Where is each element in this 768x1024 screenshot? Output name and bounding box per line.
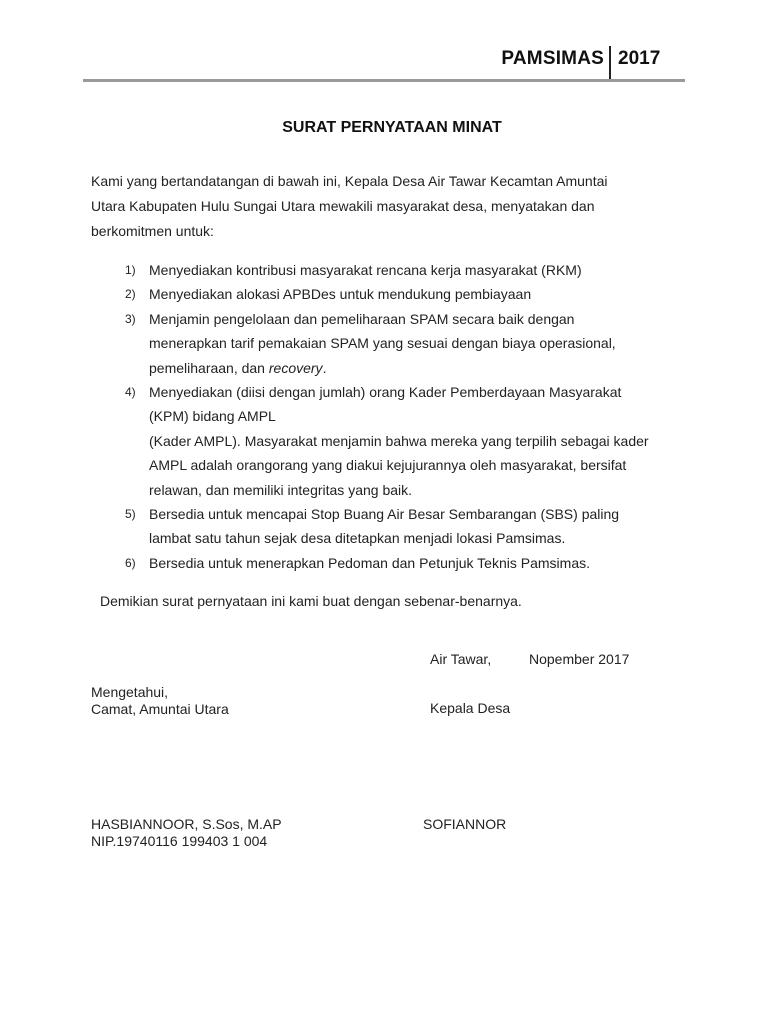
header-brand: PAMSIMAS [501, 48, 604, 69]
list-item-number: 6) [125, 555, 136, 570]
list-item-text [149, 380, 670, 502]
left-signatory-role: Camat, Amuntai Utara [91, 700, 229, 717]
list-item-line: Menyediakan kontribusi masyarakat rencana kerja masyarakat (RKM) [149, 262, 582, 278]
list-item-number: 3) [125, 311, 136, 326]
list-item-line: Menyediakan alokasi APBDes untuk mendukung pembiayaan [149, 286, 532, 303]
list-item-line: menerapkan tarif pemakaian SPAM yang sesuai dengan biaya operasional, [149, 335, 616, 352]
list-item-line: Menyediakan (diisi dengan jumlah) orang Kader Pemberdayaan Masyarakat [149, 384, 622, 401]
list-item [125, 380, 670, 502]
list-item-number: 2) [125, 287, 136, 302]
list-item [125, 551, 670, 575]
list-item-line: Bersedia untuk mencapai Stop Buang Air Besar Sembarangan (SBS) paling [149, 506, 620, 523]
acknowledged-label: Mengetahui, [91, 684, 169, 700]
list-item-text [149, 307, 670, 380]
list-item-line: relawan, dan memiliki integritas yang baik. [149, 481, 413, 498]
list-item [125, 502, 670, 551]
header-separator [609, 46, 611, 79]
list-item-line [149, 356, 670, 380]
list-item-line-suffix: . [322, 359, 327, 376]
closing-statement: Demikian surat pernyataan ini kami buat dengan sebenar-benarnya. [100, 593, 522, 609]
list-item-line: (Kader AMPL). Masyarakat menjamin bahwa mereka yang terpilih sebagai kader [149, 432, 649, 449]
header-year: 2017 [618, 48, 661, 69]
left-signatory-heading [91, 684, 229, 717]
list-item-text [149, 258, 670, 282]
list-item-line: Menjamin pengelolaan dan pemeliharaan SPAM secara baik dengan [149, 310, 575, 327]
list-item-line: Bersedia untuk menerapkan Pedoman dan Petunjuk Teknis Pamsimas. [149, 554, 590, 571]
list-item-line: (KPM) bidang AMPL [149, 408, 276, 425]
list-item-number: 5) [125, 507, 136, 522]
left-signatory-identity [91, 816, 282, 849]
document-title: SURAT PERNYATAAN MINAT [282, 119, 502, 136]
list-item-number: 4) [125, 385, 136, 400]
list-item-italic-word: recovery [268, 359, 323, 376]
left-signatory-name: HASBIANNOOR, S.Sos, M.AP [91, 816, 282, 832]
right-signatory-role: Kepala Desa [430, 700, 511, 716]
intro-paragraph [91, 169, 671, 244]
list-item-line-prefix: pemeliharaan, dan [149, 359, 269, 376]
list-item-text [149, 282, 670, 306]
list-item-line: lambat satu tahun sejak desa ditetapkan menjadi lokasi Pamsimas. [149, 530, 566, 547]
list-item [125, 282, 670, 306]
list-item [125, 307, 670, 380]
intro-line: Utara Kabupaten Hulu Sungai Utara mewakili masyarakat desa, menyatakan dan [91, 198, 595, 214]
list-item-text [149, 551, 670, 575]
commitment-list [125, 258, 670, 575]
signing-date: Nopember 2017 [529, 651, 630, 667]
intro-line: Kami yang bertandatangan di bawah ini, Kepala Desa Air Tawar Kecamtan Amuntai [91, 173, 608, 189]
signing-place: Air Tawar, [430, 651, 492, 667]
list-item-number: 1) [125, 263, 136, 277]
left-signatory-nip: NIP.19740116 199403 1 004 [91, 832, 268, 849]
right-signatory-name: SOFIANNOR [423, 816, 507, 832]
list-item-line: AMPL adalah orangorang yang diakui kejujurannya oleh masyarakat, bersifat [149, 457, 627, 474]
header-rule [83, 79, 685, 82]
list-item [125, 258, 670, 282]
intro-line: berkomitmen untuk: [91, 223, 214, 239]
list-item-text [149, 502, 670, 551]
